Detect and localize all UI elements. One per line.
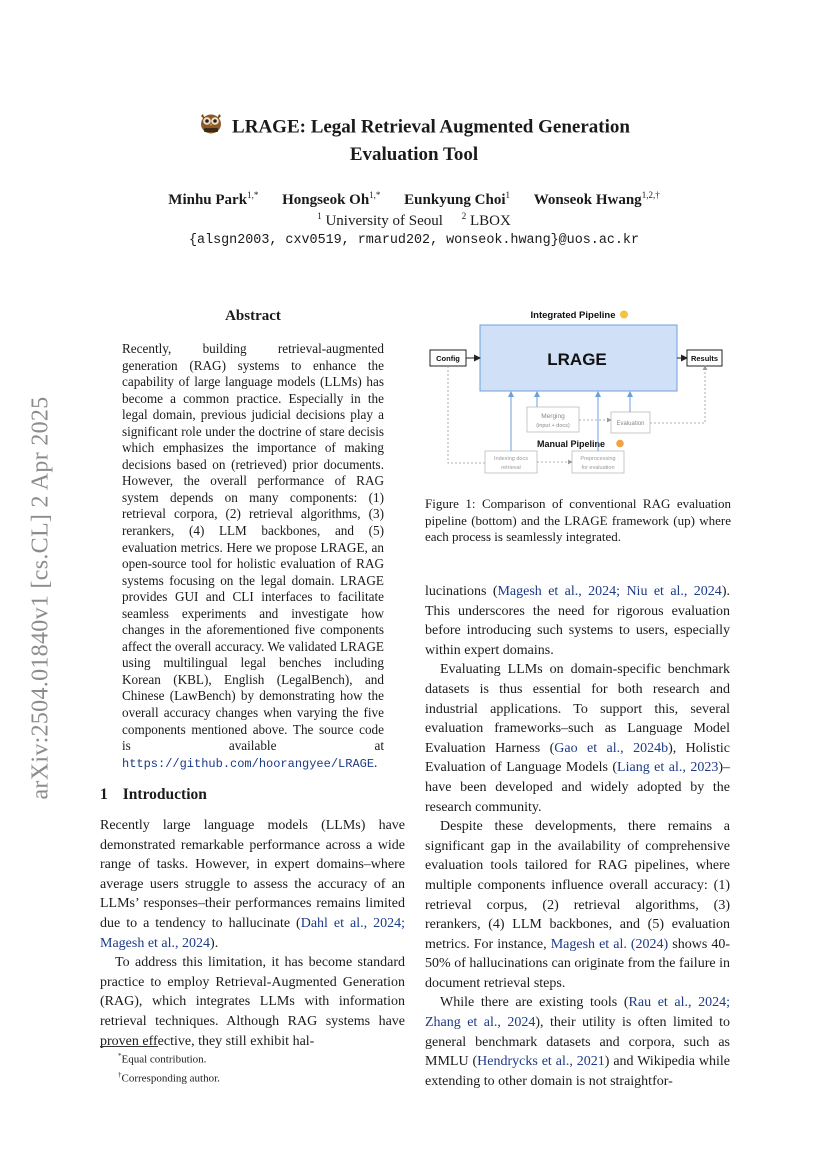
citation-link[interactable]: Hendrycks et al., 2021: [477, 1054, 605, 1070]
affiliations: [0, 211, 828, 230]
abstract-end: .: [374, 754, 378, 770]
right-column-body: [425, 582, 730, 1091]
section-heading: [100, 786, 207, 804]
paragraph-text: Evaluating LLMs on domain-specific benchmark datasets is thus essential for both research and industrial applications. To support this, several evaluation frameworks–such as Language Model Evaluation Harness (: [425, 662, 730, 756]
right-paragraph-1: [425, 660, 730, 817]
paragraph-text: ), their utility is often limited to general benchmark datasets and corpora, such as MMLU (: [425, 1015, 730, 1070]
figure-1-caption: Figure 1: Comparison of conventional RAG evaluation pipeline (bottom) and the LRAGE framework (up) where each process is seamlessly integrated.: [425, 496, 731, 545]
title-line-2: Evaluation Tool: [349, 144, 479, 165]
integrated-pipeline-label: Integrated Pipeline: [530, 310, 616, 321]
intro-paragraph-2: To address this limitation, it has become standard practice to employ Retrieval-Augmented Generation (RAG), which integrates LLMs with information retrieval techniques. Although RAG systems have proven effective, they still exhibit hal-: [100, 955, 405, 1049]
citation-link[interactable]: Gao et al., 2024b: [554, 740, 669, 756]
author-affil-mark: 1,2,†: [641, 190, 660, 200]
paragraph-text: While there are existing tools (: [440, 995, 629, 1011]
manual-loop-left: [448, 366, 485, 463]
smile-emoji-icon: [620, 311, 628, 319]
source-code-link[interactable]: https://github.com/hoorangyee/LRAGE: [122, 756, 375, 771]
figure-1-diagram: [425, 300, 731, 480]
author-affil-mark: 1,*: [369, 190, 381, 200]
right-paragraph-0: [425, 582, 730, 660]
footnote-mark: *: [118, 1052, 122, 1060]
footnotes: [118, 1049, 220, 1086]
intro-paragraph-1: [100, 816, 405, 953]
intro-body: [100, 816, 405, 1051]
merging-sublabel: (input + docs): [536, 423, 570, 429]
paragraph-text: Recently large language models (LLMs) have demonstrated remarkable performance across a wide range of tasks. However, in expert domains–where average users struggle to assess the accuracy of an LLMs’ responses–their performances remains limited due to a tendency to hallucinate (: [100, 818, 405, 931]
title-block: [0, 113, 828, 248]
author: [282, 192, 380, 208]
preprocessing-sublabel: for evaluation: [581, 465, 615, 471]
citation-link[interactable]: Liang et al., 2023: [617, 760, 719, 776]
author: [534, 192, 660, 208]
section-number: 1: [100, 786, 108, 803]
manual-pipeline-label: Manual Pipeline: [536, 439, 606, 449]
author-affil-mark: 1: [505, 190, 510, 200]
footnote-text: Equal contribution.: [121, 1053, 207, 1066]
author-emails: {alsgn2003, cxv0519, rmarud202, wonseok.hwang}@uos.ac.kr: [189, 233, 639, 248]
author-name: Wonseok Hwang: [533, 192, 642, 208]
section-title: Introduction: [122, 786, 207, 803]
affil-name: University of Seoul: [325, 213, 443, 229]
affil-mark: 2: [461, 211, 467, 221]
paragraph-text: ).: [210, 935, 219, 951]
indexing-sublabel: retrieval: [501, 465, 521, 471]
paragraph-text: shows 40-50% of hallucinations can originate from the failure in document retrieval steps.: [425, 936, 731, 991]
author-list: [0, 190, 828, 209]
paragraph-text: ), Holistic Evaluation of Language Models (: [425, 740, 730, 776]
affil-mark: 1: [317, 211, 322, 221]
lrage-label: LRAGE: [547, 350, 607, 369]
author: [168, 192, 258, 208]
footnote-rule: [100, 1046, 158, 1047]
title-line-1: LRAGE: Legal Retrieval Augmented Generation: [232, 116, 630, 138]
config-label: Config: [436, 354, 460, 363]
author: [404, 192, 510, 208]
abstract-heading: Abstract: [225, 308, 281, 324]
abstract-text: Recently, building retrieval-augmented generation (RAG) systems to enhance the capability of large language models (LLMs) has become a common practice. Especially in the legal domain, previous judicial decisions play a significant role under the doctrine of stare decisis which emphasizes the importance of making decisions based on (retrieved) prior documents. However, the overall performance of RAG system depends on many components: (1) retrieval corpora, (2) retrieval algorithms, (3) rerankers, (4) LLM backbones, and (5) evaluation metrics. Here we propose LRAGE, an open-source tool for holistic evaluation of RAG systems focusing on the legal domain. LRAGE provides GUI and CLI interfaces to facilitate seamless experiments and investigate how changes in the aforementioned five components affect the overall accuracy. We validated LRAGE using multilingual legal benches including Korean (KBL), English (LegalBench), and Chinese (LawBench) by demonstrating how the overall accuracy changes when varying the five components mentioned above. The source code is available at: [122, 341, 384, 754]
author-affil-mark: 1,*: [247, 190, 259, 200]
paragraph-text: Despite these developments, there remains a significant gap in the availability of comprehensive evaluation tools tailored for RAG pipelines, where multiple components influence overall accuracy: (1) retrieval corpus, (2) retrieval algorithms, (3) rerankers, (4) LLM backbones, and (5) evaluation metrics. For instance,: [425, 819, 730, 952]
author-name: Minhu Park: [168, 192, 248, 208]
right-paragraph-3: [425, 993, 730, 1091]
paragraph-text: ) and Wikipedia while extending to other domain is not straightfor-: [425, 1054, 730, 1089]
indexing-label: Indexing docs: [494, 456, 528, 462]
smile-emoji-icon: [616, 440, 624, 448]
citation-link[interactable]: Dahl et al., 2024; Magesh et al., 2024: [100, 915, 405, 951]
citation-link[interactable]: Magesh et al., 2024; Niu et al., 2024: [497, 584, 722, 599]
abstract-body: [122, 341, 384, 772]
preprocessing-label: Preprocessing: [580, 456, 616, 462]
affil-name: LBOX: [469, 213, 511, 229]
footnote-text: Corresponding author.: [121, 1072, 220, 1085]
citation-link[interactable]: Rau et al., 2024; Zhang et al., 2024: [425, 995, 730, 1031]
footnote-mark: †: [118, 1070, 122, 1079]
footnote: [118, 1068, 220, 1087]
results-label: Results: [690, 354, 719, 363]
author-name: Eunkyung Choi: [404, 192, 506, 208]
owl-logo-icon: [198, 110, 224, 140]
paragraph-text: lucinations (: [425, 584, 498, 599]
arxiv-stamp: arXiv:2504.01840v1 [cs.CL] 2 Apr 2025: [27, 396, 54, 800]
right-paragraph-2: [425, 817, 730, 993]
citation-link[interactable]: Magesh et al. (2024): [550, 936, 669, 952]
evaluation-label: Evaluation: [616, 421, 645, 427]
paper-title: [0, 113, 828, 166]
paragraph-text: )–have been developed and widely adopted by the research community.: [425, 760, 730, 815]
paragraph-text: ). This underscores the need for rigorous evaluation before introducing such systems to users, especially within expert domains.: [425, 584, 730, 658]
author-name: Hongseok Oh: [282, 192, 370, 208]
merging-label: Merging: [541, 413, 565, 420]
footnote: [118, 1049, 220, 1068]
